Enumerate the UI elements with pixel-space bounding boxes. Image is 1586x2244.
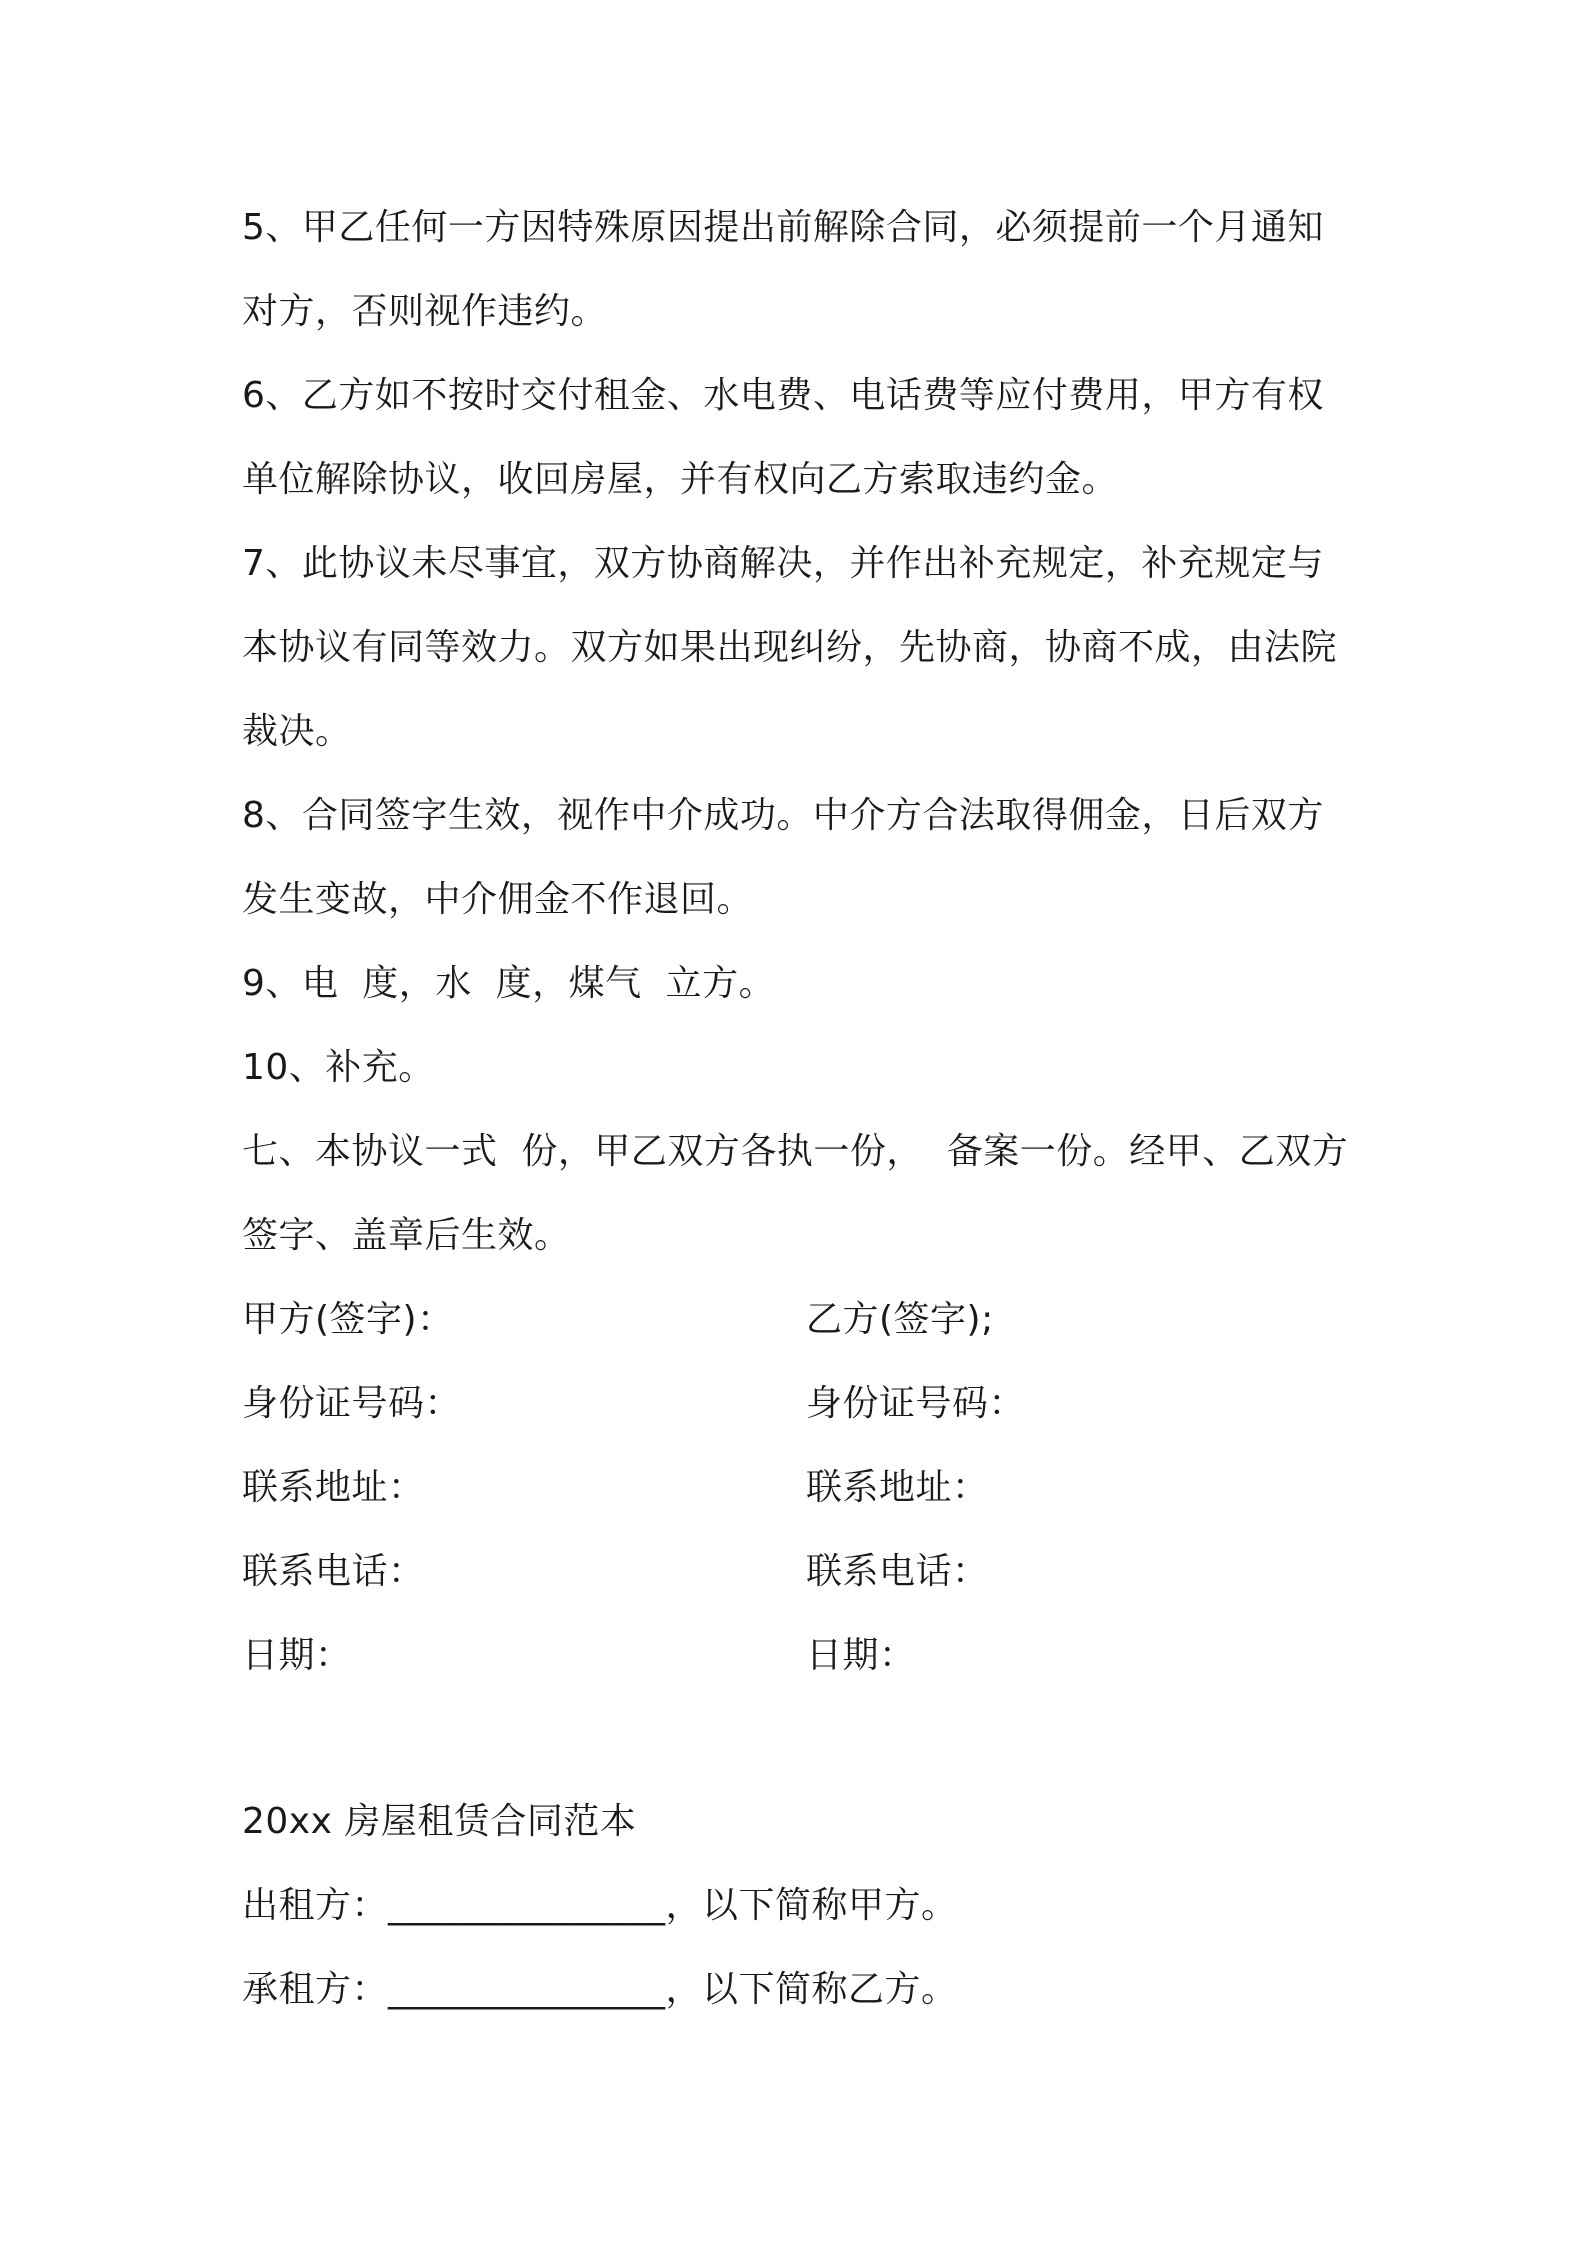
contract-title: 20xx 房屋租赁合同范本 (242, 1801, 637, 1842)
party-a-phone-label: 联系电话： (242, 1551, 425, 1592)
lessor-line: 出租方：_______________，以下简称甲方。 (242, 1885, 958, 1926)
party-a-id-label: 身份证号码： (242, 1383, 462, 1424)
clause-9: 9、电 度，水 度，煤气 立方。 (242, 963, 776, 1004)
clause-5-line-2: 对方，否则视作违约。 (242, 291, 608, 332)
clause-7-line-2: 本协议有同等效力。双方如果出现纠纷，先协商，协商不成，由法院 (242, 627, 1338, 668)
clause-10: 10、补充。 (242, 1047, 435, 1088)
clause-7-line-3: 裁决。 (242, 711, 352, 752)
party-a-address-label: 联系地址： (242, 1467, 425, 1508)
party-b-id-label: 身份证号码： (806, 1383, 1026, 1424)
clause-seven-line-1: 七、本协议一式 份，甲乙双方各执一份， 备案一份。经甲、乙双方 (242, 1131, 1349, 1172)
party-b-date-label: 日期： (806, 1635, 916, 1676)
party-b-address-label: 联系地址： (806, 1467, 989, 1508)
clause-6-line-2: 单位解除协议，收回房屋，并有权向乙方索取违约金。 (242, 459, 1119, 500)
clause-7-line-1: 7、此协议未尽事宜，双方协商解决，并作出补充规定，补充规定与 (242, 543, 1324, 584)
party-a-sign-label: 甲方(签字)： (242, 1299, 454, 1340)
clause-8-line-2: 发生变故，中介佣金不作退回。 (242, 879, 754, 920)
clause-5-line-1: 5、甲乙任何一方因特殊原因提出前解除合同，必须提前一个月通知 (242, 207, 1324, 248)
party-a-date-label: 日期： (242, 1635, 352, 1676)
clause-seven-line-2: 签字、盖章后生效。 (242, 1215, 571, 1256)
lessee-line: 承租方：_______________，以下简称乙方。 (242, 1969, 958, 2010)
clause-8-line-1: 8、合同签字生效，视作中介成功。中介方合法取得佣金，日后双方 (242, 795, 1324, 836)
party-b-sign-label: 乙方(签字); (806, 1299, 994, 1340)
clause-6-line-1: 6、乙方如不按时交付租金、水电费、电话费等应付费用，甲方有权 (242, 375, 1324, 416)
party-b-phone-label: 联系电话： (806, 1551, 989, 1592)
